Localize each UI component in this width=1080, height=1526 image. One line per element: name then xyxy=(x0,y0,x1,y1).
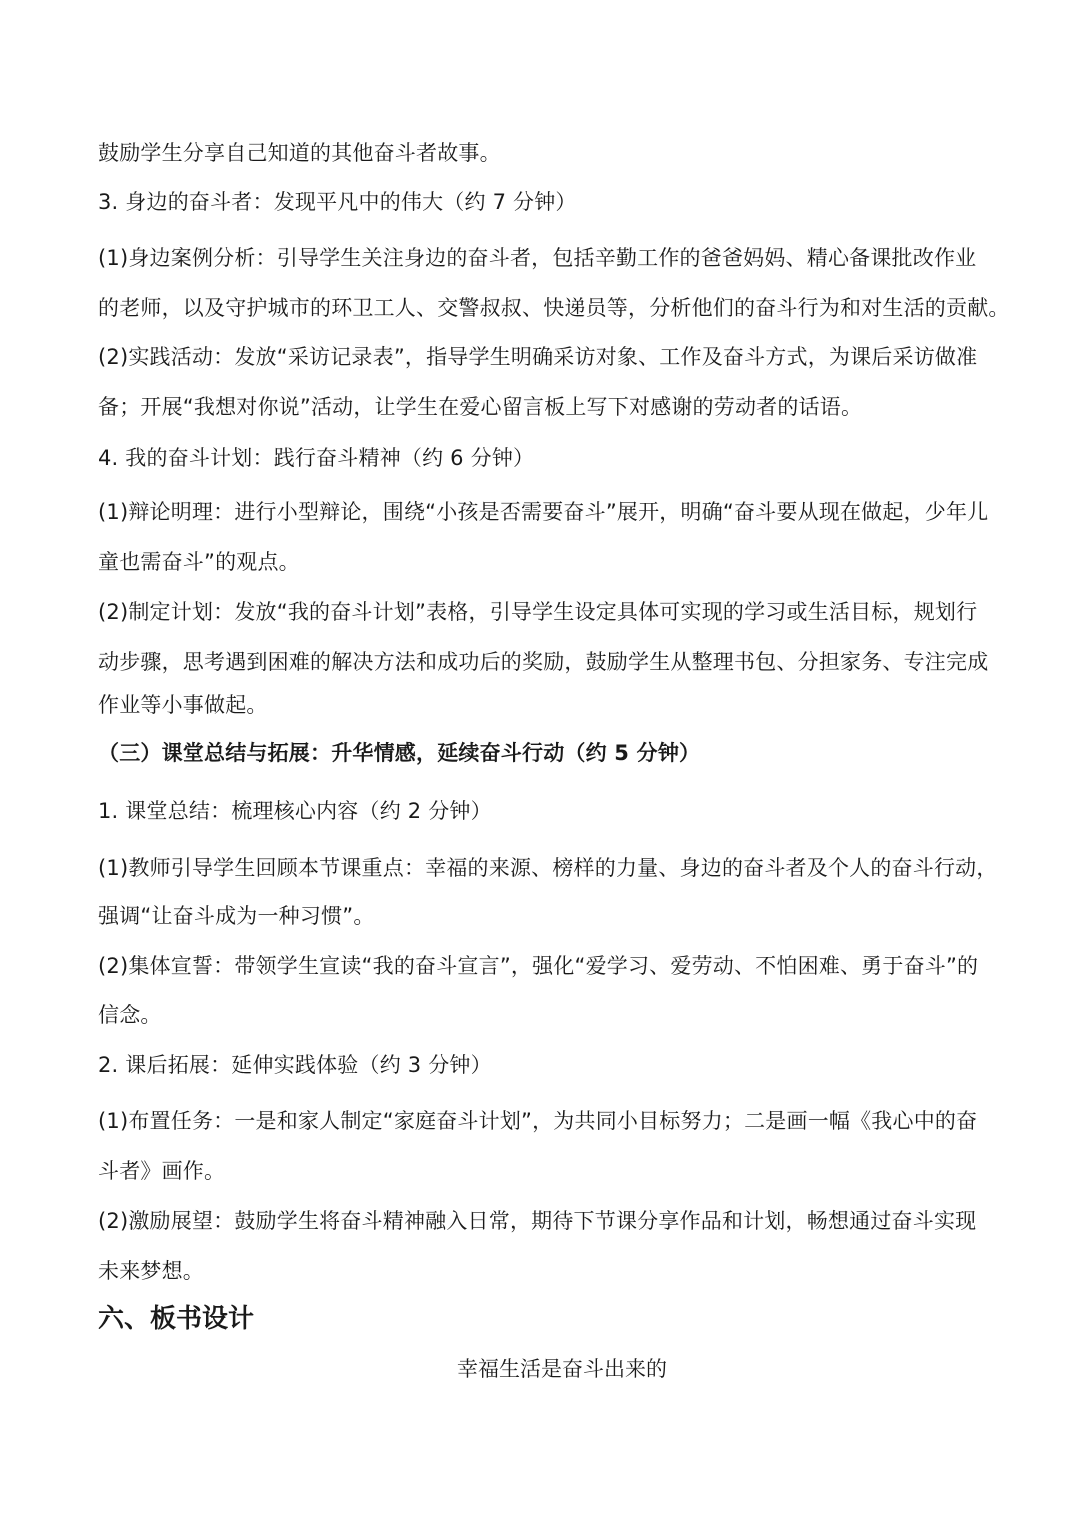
paragraph-line: (1)教师引导学生回顾本节课重点：幸福的来源、榜样的力量、身边的奋斗者及个人的奋斗行动， xyxy=(98,856,998,880)
subheading-4: 4. 我的奋斗计划：践行奋斗精神（约 6 分钟） xyxy=(98,446,535,470)
paragraph-line: 斗者》画作。 xyxy=(98,1159,226,1183)
paragraph-line: 动步骤，思考遇到困难的解决方法和成功后的奖励，鼓励学生从整理书包、分担家务、专注完成 xyxy=(98,650,989,674)
section-heading-6: 六、板书设计 xyxy=(98,1304,255,1334)
paragraph-line: 未来梦想。 xyxy=(98,1259,204,1283)
subheading-1: 1. 课堂总结：梳理核心内容（约 2 分钟） xyxy=(98,799,492,823)
paragraph-line: (1)辩论明理：进行小型辩论，围绕“小孩是否需要奋斗”展开，明确“奋斗要从现在做起，少年儿 xyxy=(98,500,989,524)
paragraph-line: (2)制定计划：发放“我的奋斗计划”表格，引导学生设定具体可实现的学习或生活目标，规划行 xyxy=(98,600,978,624)
paragraph-line: 童也需奋斗”的观点。 xyxy=(98,550,300,574)
paragraph-line: 备；开展“我想对你说”活动，让学生在爱心留言板上写下对感谢的劳动者的话语。 xyxy=(98,395,863,419)
paragraph-line: (2)集体宣誓：带领学生宣读“我的奋斗宣言”，强化“爱学习、爱劳动、不怕困难、勇于奋斗”的 xyxy=(98,954,979,978)
paragraph-line: (1)身边案例分析：引导学生关注身边的奋斗者，包括辛勤工作的爸爸妈妈、精心备课批改作业 xyxy=(98,246,977,270)
paragraph-line: 作业等小事做起。 xyxy=(98,693,268,717)
subheading-3: 3. 身边的奋斗者：发现平凡中的伟大（约 7 分钟） xyxy=(98,190,577,214)
section-heading-3: （三）课堂总结与拓展：升华情感，延续奋斗行动（约 5 分钟） xyxy=(98,741,701,765)
paragraph-line: 信念。 xyxy=(98,1003,162,1027)
board-title: 幸福生活是奋斗出来的 xyxy=(457,1357,667,1381)
subheading-2: 2. 课后拓展：延伸实践体验（约 3 分钟） xyxy=(98,1053,492,1077)
paragraph-line: 强调“让奋斗成为一种习惯”。 xyxy=(98,904,375,928)
paragraph-line: 鼓励学生分享自己知道的其他奋斗者故事。 xyxy=(98,141,501,165)
paragraph-line: (1)布置任务：一是和家人制定“家庭奋斗计划”，为共同小目标努力；二是画一幅《我心中的奋 xyxy=(98,1109,978,1133)
paragraph-line: (2)实践活动：发放“采访记录表”，指导学生明确采访对象、工作及奋斗方式，为课后采访做准 xyxy=(98,345,978,369)
paragraph-line: 的老师，以及守护城市的环卫工人、交警叔叔、快递员等，分析他们的奋斗行为和对生活的贡献。 xyxy=(98,296,1010,320)
paragraph-line: (2)激励展望：鼓励学生将奋斗精神融入日常，期待下节课分享作品和计划，畅想通过奋斗实现 xyxy=(98,1209,977,1233)
